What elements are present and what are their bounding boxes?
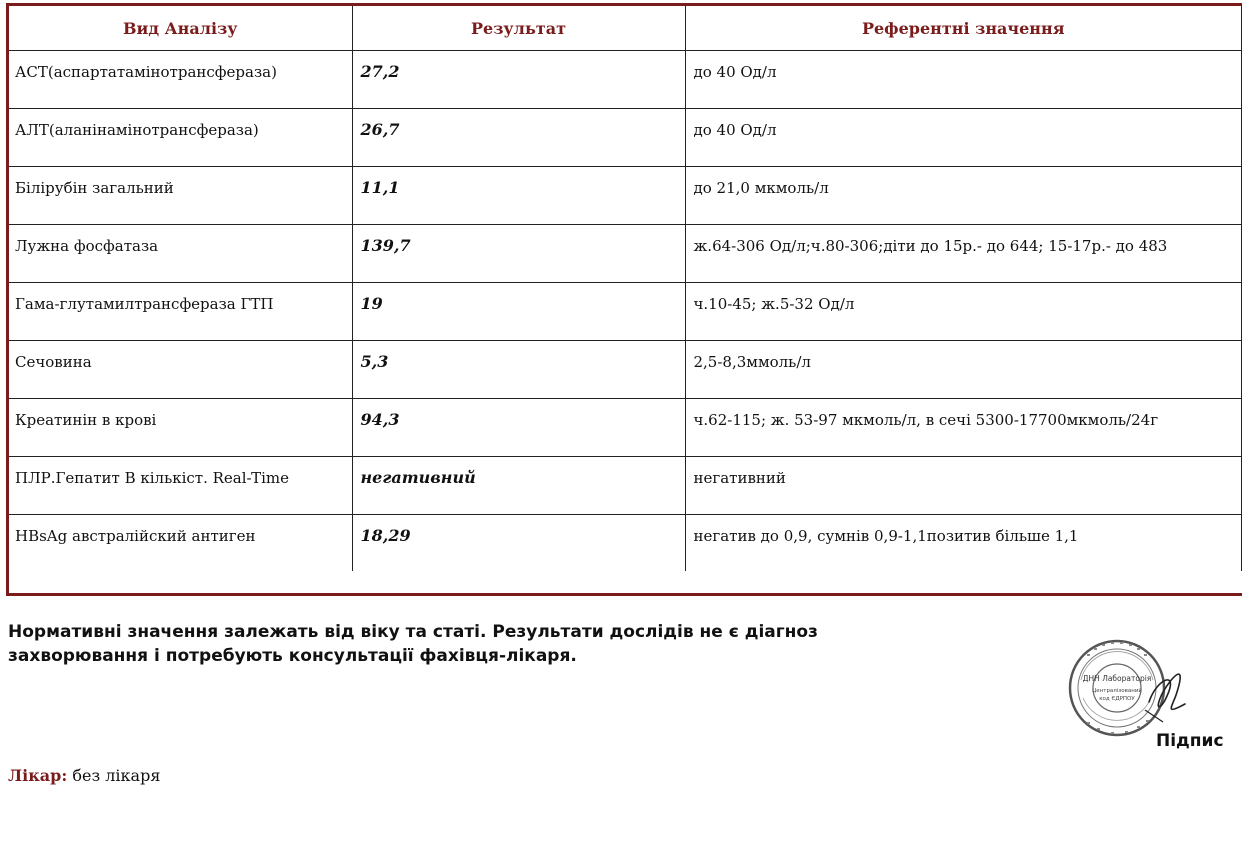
reference-value: до 40 Од/л [685, 109, 1242, 167]
table-row [9, 167, 1242, 225]
reference-value: до 40 Од/л [685, 51, 1242, 109]
doctor-value: без лікаря [72, 766, 161, 785]
test-name: HBsAg австралійский антиген [9, 515, 352, 572]
test-result: 139,7 [352, 225, 685, 283]
test-name: Гама-глутамилтрансфераза ГТП [9, 283, 352, 341]
results-table-frame [6, 3, 1242, 596]
reference-value: ж.64-306 Од/л;ч.80-306;діти до 15р.- до 644; 15-17р.- до 483 [685, 225, 1242, 283]
table-row [9, 283, 1242, 341]
table-header-row [9, 6, 1242, 51]
test-name: Білірубін загальний [9, 167, 352, 225]
signature-scribble [1149, 674, 1185, 709]
table-row [9, 109, 1242, 167]
test-result: негативний [352, 457, 685, 515]
test-name: Лужна фосфатаза [9, 225, 352, 283]
reference-value: 2,5-8,3ммоль/л [685, 341, 1242, 399]
header-result: Результат [352, 6, 685, 51]
signature-label: Підпис [1156, 731, 1224, 751]
header-test: Вид Аналізу [9, 6, 352, 51]
test-name: АЛТ(аланінамінотрансфераза) [9, 109, 352, 167]
table-row [9, 457, 1242, 515]
table-row [9, 51, 1242, 109]
test-name: ПЛР.Гепатит В кількіст. Real-Time [9, 457, 352, 515]
disclaimer-note: Нормативні значення залежать від віку та статі. Результати дослідів не є діагноз захворювання і потребують консультації фахівця-лікаря. [8, 622, 818, 666]
test-result: 19 [352, 283, 685, 341]
doctor-line [8, 766, 160, 785]
test-name: Креатинін в крові [9, 399, 352, 457]
test-name: Сечовина [9, 341, 352, 399]
test-result: 11,1 [352, 167, 685, 225]
reference-value: негатив до 0,9, сумнів 0,9-1,1позитив більше 1,1 [685, 515, 1242, 572]
doctor-label: Лікар: [8, 766, 68, 785]
reference-value: ч.62-115; ж. 53-97 мкмоль/л, в сечі 5300-17700мкмоль/24г [685, 399, 1242, 457]
test-result: 27,2 [352, 51, 685, 109]
test-result: 94,3 [352, 399, 685, 457]
test-result: 26,7 [352, 109, 685, 167]
table-row [9, 225, 1242, 283]
reference-value: негативний [685, 457, 1242, 515]
test-result: 5,3 [352, 341, 685, 399]
table-row [9, 341, 1242, 399]
results-table [9, 6, 1242, 571]
test-result: 18,29 [352, 515, 685, 572]
stamp-line-3: код ЄДРПОУ [1099, 696, 1135, 702]
test-name: АСТ(аспартатамінотрансфераза) [9, 51, 352, 109]
stamp-line-1: ДНН Лабораторія [1082, 674, 1152, 683]
header-reference: Референтні значення [685, 6, 1242, 51]
table-row [9, 515, 1242, 572]
reference-value: до 21,0 мкмоль/л [685, 167, 1242, 225]
reference-value: ч.10-45; ж.5-32 Од/л [685, 283, 1242, 341]
table-row [9, 399, 1242, 457]
stamp-line-2: Централізований [1091, 688, 1143, 694]
